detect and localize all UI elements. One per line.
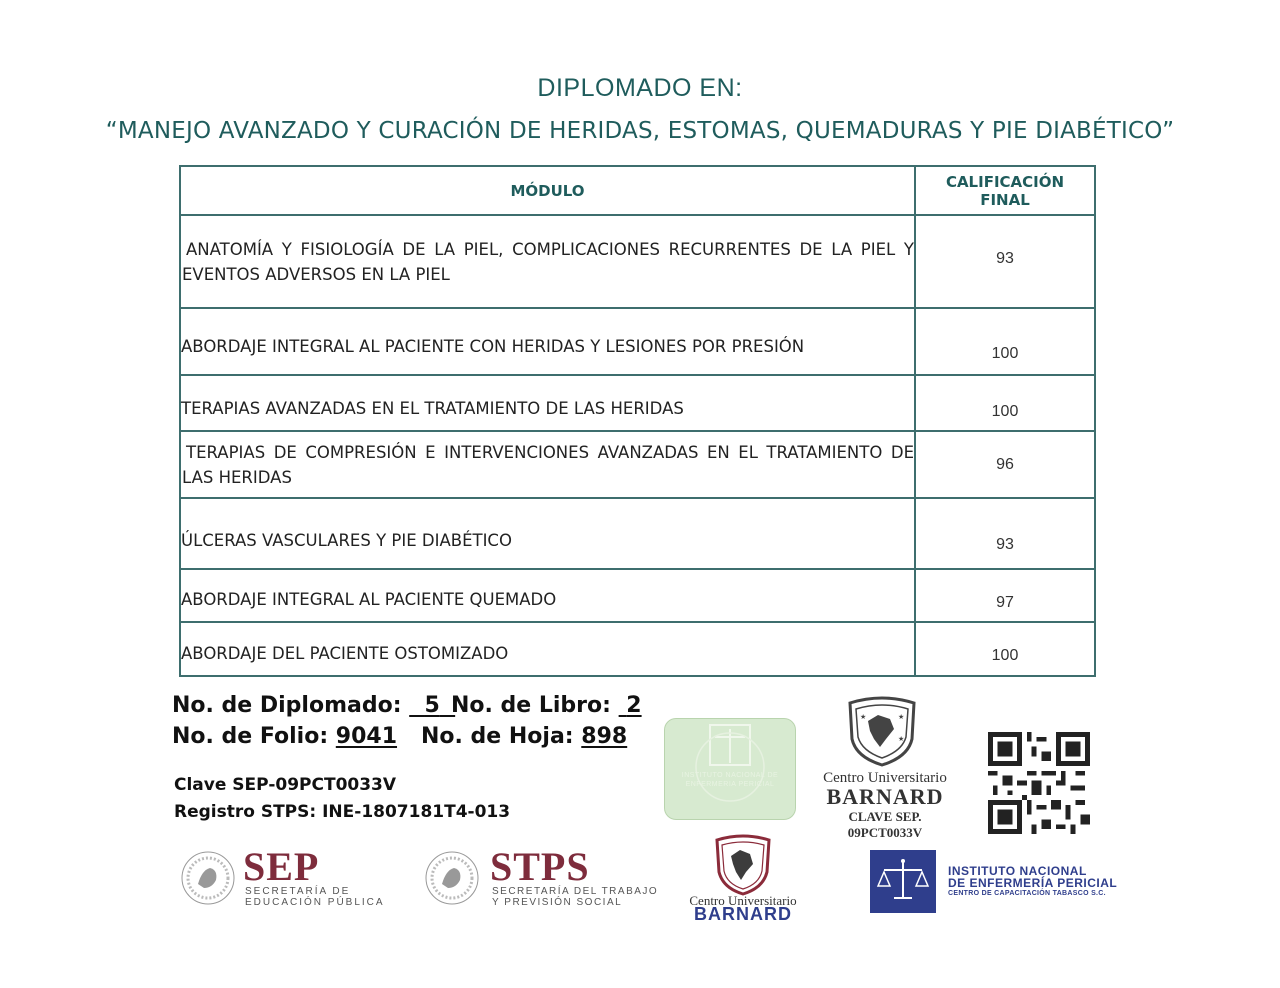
qr-code-icon [988,732,1090,834]
module-cell: TERAPIAS AVANZADAS EN EL TRATAMIENTO DE LAS HERIDAS [180,375,915,431]
inep-logo-box [870,850,936,913]
green-seal [664,718,796,820]
scales-icon [665,719,795,819]
table-row [180,569,1095,622]
scales-of-justice-icon [870,850,936,913]
grade-cell: 96 [915,431,1095,498]
grade-cell: 100 [915,622,1095,676]
barnard-shield-icon [846,695,918,767]
grade-header-line-1: CALIFICACIÓN [945,172,1065,191]
module-cell: ANATOMÍA Y FISIOLOGÍA DE LA PIEL, COMPLICACIONES RECURRENTES DE LA PIEL Y EVENTOS ADVERSOS EN LA PIEL [180,215,915,308]
table-row [180,622,1095,676]
barnard-logo-name: BARNARD [694,904,792,924]
diplomado-value-text: 5 [424,693,440,718]
folio-label: No. de Folio: [172,724,329,749]
sep-logo-subtitle-1: SECRETARÍA DE [245,886,351,897]
svg-text:★: ★ [898,714,905,721]
table-row [180,431,1095,498]
grade-cell: 97 [915,569,1095,622]
grade-cell: 93 [915,215,1095,308]
module-column-header: MÓDULO [180,166,915,215]
sep-logo-word: SEP [243,844,320,889]
inep-logo-line-1: INSTITUTO NACIONAL [948,864,1087,878]
hoja-value: 898 [581,724,628,749]
inep-logo-line-3: CENTRO DE CAPACITACIÓN TABASCO S.C. [948,890,1106,897]
libro-label: No. de Libro: [451,693,611,718]
mexico-coat-of-arms-icon [424,850,480,906]
diplomado-value [409,693,455,718]
module-cell: ABORDAJE INTEGRAL AL PACIENTE CON HERIDAS Y LESIONES POR PRESIÓN [180,308,915,375]
libro-number [451,693,642,718]
grades-table [179,165,1096,677]
module-cell: ÚLCERAS VASCULARES Y PIE DIABÉTICO [180,498,915,569]
clave-sep: Clave SEP-09PCT0033V [174,775,397,795]
stps-logo-word: STPS [490,844,590,889]
barnard-seal-clave: CLAVE SEP. 09PCT0033V [847,809,923,840]
table-row [180,308,1095,375]
barnard-logo-line: Centro Universitario [689,893,797,908]
svg-text:★: ★ [860,714,867,721]
grade-cell: 93 [915,498,1095,569]
hoja-number [421,724,627,749]
libro-value-text: 2 [626,693,642,718]
diplomado-number [172,693,455,718]
module-cell: ABORDAJE DEL PACIENTE OSTOMIZADO [180,622,915,676]
green-seal-text: INSTITUTO NACIONAL DE ENFERMERIA PERICIAL [681,772,779,788]
module-cell: ABORDAJE INTEGRAL AL PACIENTE QUEMADO [180,569,915,622]
grade-column-header [915,166,1095,215]
grade-cell: 100 [915,375,1095,431]
table-row [180,375,1095,431]
diploma-heading: DIPLOMADO EN: [537,74,743,102]
folio-number [172,724,397,749]
svg-text:★: ★ [898,736,905,743]
table-row [180,215,1095,308]
mexico-coat-of-arms-icon [180,850,236,906]
hoja-label: No. de Hoja: [421,724,574,749]
grade-header-line-2: FINAL [980,190,1030,209]
table-header-row [180,166,1095,215]
libro-value [619,693,642,718]
module-cell: TERAPIAS DE COMPRESIÓN E INTERVENCIONES AVANZADAS EN EL TRATAMIENTO DE LAS HERIDAS [180,431,915,498]
registro-stps: Registro STPS: INE-1807181T4-013 [174,802,511,822]
stps-logo-subtitle-1: SECRETARÍA DEL TRABAJO [492,886,659,897]
stps-logo-subtitle-2: Y PREVISIÓN SOCIAL [492,897,623,908]
diploma-subtitle: “MANEJO AVANZADO Y CURACIÓN DE HERIDAS, ESTOMAS, QUEMADURAS Y PIE DIABÉTICO” [105,118,1175,144]
diplomado-label: No. de Diplomado: [172,693,402,718]
grade-cell: 100 [915,308,1095,375]
sep-logo-subtitle-2: EDUCACIÓN PÚBLICA [245,897,385,908]
inep-logo-line-2: DE ENFERMERÍA PERICIAL [948,876,1118,890]
barnard-seal-name: BARNARD [826,784,944,809]
folio-value: 9041 [335,724,398,749]
table-row [180,498,1095,569]
barnard-seal-line: Centro Universitario [823,770,947,786]
barnard-logo-shield-icon [713,834,773,896]
